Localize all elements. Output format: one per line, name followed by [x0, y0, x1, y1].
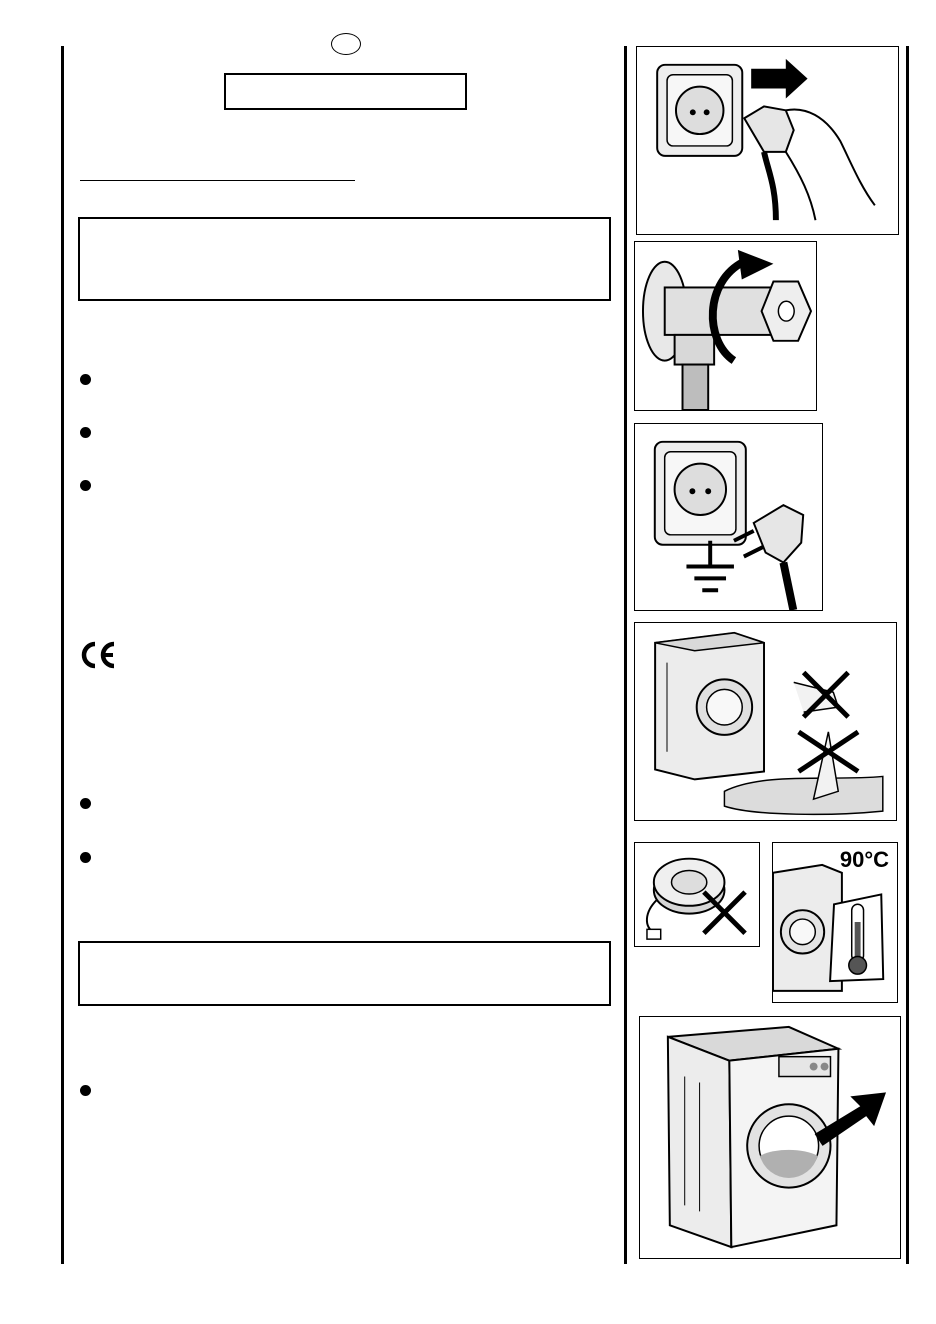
section-title-box: [224, 73, 467, 110]
no-extension-reel-icon: [634, 842, 760, 947]
left-margin-rule: [61, 46, 64, 1264]
column-divider-rule: [624, 46, 627, 1264]
water-in-drum-icon: [639, 1016, 901, 1259]
hot-glass-warning-icon: [772, 842, 898, 1003]
bullet-marker-2: [80, 427, 91, 438]
language-badge: [331, 33, 361, 55]
no-wet-hands-bare-feet-icon: [634, 622, 897, 821]
bullet-marker-5: [80, 852, 91, 863]
thermometer-temperature-label: 90°C: [839, 847, 889, 872]
bullet-marker-6: [80, 1085, 91, 1096]
ce-mark-logo: [78, 640, 118, 670]
warning-box-1-text: [80, 219, 609, 239]
bullet-marker-4: [80, 798, 91, 809]
warning-box-2-text: [80, 943, 609, 963]
warning-box-1: [78, 217, 611, 301]
underlined-heading-rule: [80, 180, 355, 181]
unplug-icon: [636, 46, 899, 235]
water-tap-close-icon: [634, 241, 817, 411]
bullet-marker-1: [80, 374, 91, 385]
earthed-socket-icon: [634, 423, 823, 611]
bullet-marker-3: [80, 480, 91, 491]
warning-box-2: [78, 941, 611, 1006]
right-margin-rule: [906, 46, 909, 1264]
